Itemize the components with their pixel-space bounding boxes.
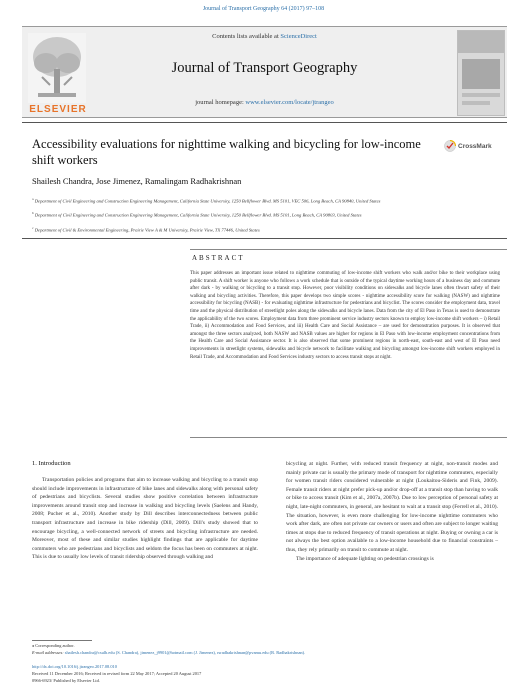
publisher-wordmark[interactable]: ELSEVIER <box>29 104 87 115</box>
affiliation-mark: b <box>32 211 34 215</box>
copyright-line: 0966-6923/ Published by Elsevier Ltd. <box>32 678 100 683</box>
doi-url[interactable]: http://dx.doi.org/10.1016/j.jtrangeo.2017.08.010 <box>32 664 117 669</box>
homepage-link[interactable]: www.elsevier.com/locate/jtrangeo <box>245 99 334 106</box>
intro-left-column <box>32 476 258 562</box>
doi-link[interactable] <box>32 664 492 670</box>
corresponding-author-note: ⁎ Corresponding author. <box>32 643 75 648</box>
author-list <box>32 176 492 186</box>
section-heading-introduction: 1. Introduction <box>32 460 71 467</box>
affiliation-divider <box>22 238 507 239</box>
affiliation-mark: a <box>32 197 34 201</box>
email-addresses <box>32 650 492 656</box>
email-links[interactable]: shailesh.chandra@csulb.edu (S. Chandra), jimenez_j9901@hotmail.com (J. Jimenez), rsradhakrishnan@pvamu.edu (R. Radhakrishnan). <box>64 650 306 655</box>
authors-text: Shailesh Chandra, Jose Jimenez, Ramalingam Radhakrishnan <box>32 176 242 186</box>
paper-title: Accessibility evaluations for nighttime walking and bicycling for low-income shift workers <box>32 137 421 167</box>
abstract-bottom-rule <box>190 437 507 438</box>
journal-reference[interactable]: Journal of Transport Geography 64 (2017) 97–108 <box>202 6 325 12</box>
crossmark-icon <box>444 140 456 154</box>
journal-homepage <box>22 99 507 106</box>
header-divider <box>22 122 507 123</box>
affiliation-text: Department of Civil Engineering and Construction Engineering Management, California State University, 1250 Bellflower Blvd. MS 5101, VEC 506, Long Beach, CA 90840, United States <box>34 198 381 204</box>
footnote-divider <box>32 640 92 641</box>
affiliation-b <box>32 210 492 219</box>
contents-prefix: Contents lists available at <box>212 33 281 40</box>
affiliation-a <box>32 196 492 205</box>
crossmark-label: CrossMark <box>458 143 492 150</box>
abstract-heading: ABSTRACT <box>192 254 245 262</box>
intro-paragraph: Transportation policies and programs that aim to increase walking and bicycling to a transit stop should include improvements in infrastructure of bike lanes and sidewalks along with personal safety of pedestrians and bicyclists. Several studies show positive correlation between infrastructure improvements around transit stop and increase in walking and bicycling levels (Saelens and Handy, 2008; Pucher et al., 2010). Another study by Dill describes interconnectedness between public transport infrastructure and increase in bike ridership (Dill, 2009). Dill's study showed that to encourage bicycling, a well-connected network of streets and bicycling infrastructure are needed. Moreover, most of these and similar studies highlight findings that are applicable for daytime commuters who are pedestrians and bicyclists and seldom the focus has been on commuters at night. This is due to usually low levels of transit ridership observed through walking and <box>32 477 258 561</box>
received-dates: Received 11 December 2016; Received in revised form 22 May 2017; Accepted 20 August 2017 <box>32 671 202 676</box>
journal-title[interactable]: Journal of Transport Geography <box>171 60 358 76</box>
abstract-body: This paper addresses an important issue related to nighttime commuting of low-income shift workers who walk and/or bike to their workplace using public transit. A shift worker is anyone who follows a work schedule that is outside of the typical daytime working hours of a business day and commute after dark - by walking or bicycling to a transit stop. However, poor visibility conditions on sidewalks and bicycle lanes often thwart safety of their walking and bicycling activities. Therefore, this paper develops two simple scores - nighttime accessibility score for walking (NASW) and nighttime accessibility for bicycling (NASB) - for evaluating nighttime infrastructure for pedestrians and bicyclist. The scores consider the employment data, travel time and the physical distribution of streetlight poles along the sidewalks and bicycle lanes. Data from the city of El Paso in Texas is used to demonstrate the applicability of the two scores. Employment data from three prominent service industry sectors known to employ low-income shift workers – i) Retail Trade, ii) Accommodation and Food Services, and iii) Health Care and Social Assistance – are used for demonstration purposes. It is observed that amongst the three sectors analyzed, both NASW and NASB values are higher for regions in El Paso with low-income employment concentrations from the Health Care and Social Assistance sector. It is also observed that some prominent regions in north-east, south-east and west of El Paso need improvements in streetlight systems, sidewalks and bicycle network to facilitate walking and bicycling amongst low-income shift workers employed in Retail Trade, and Accommodation and Food Services industry sectors to access transit stops at night. <box>190 271 500 360</box>
intro-right-column <box>286 460 498 563</box>
crossmark-badge[interactable] <box>444 140 504 158</box>
journal-header <box>22 26 507 118</box>
contents-availability <box>22 33 507 40</box>
intro-paragraph: The importance of adequate lighting on pedestrian crossings is <box>296 555 434 562</box>
homepage-prefix: journal homepage: <box>195 99 246 106</box>
affiliation-text: Department of Civil & Environmental Engineering, Prairie View A & M University, Prairie View, TX 77446, United States <box>34 227 260 233</box>
abstract-top-rule <box>190 249 507 250</box>
affiliation-c <box>32 225 492 234</box>
affiliation-mark: c <box>32 226 34 230</box>
journal-cover-thumbnail[interactable] <box>457 30 505 116</box>
sciencedirect-link[interactable]: ScienceDirect <box>280 33 317 40</box>
intro-paragraph: bicycling at night. Further, with reduced transit frequency at night, non-transit modes and mainly private car is usually the primary mode of transport for nighttime commuters, especially for women transit riders considered vulnerable at night (Loukaitou-Sideris and Fink, 2009). Female transit riders at night prefer pick-up and/or drop-off at a transit stop than having to walk or bike to access transit (Kim et al., 2007a, 2007b). Due to low perception of personal safety at night, late-night commuters, in general, are hesitant to wait at a transit stop (Ferrell et al., 2010). The situation, however, is even more challenging for low-income nighttime commuters who work after dark, are often not private car owners or users and often are subject to longer waiting times at stops due to reduced frequency of transit operations at night. Buying or owning a car is not always the best option available to a low-income household due to financial constraints – thus, they rely primarily on transit to commute at night. <box>286 461 498 553</box>
affiliation-text: Department of Civil Engineering and Construction Engineering Management, California State University, 1250 Bellflower Blvd. MS 5101, Long Beach, CA 90803, United States <box>34 212 362 218</box>
email-label: E-mail addresses: <box>32 650 65 655</box>
